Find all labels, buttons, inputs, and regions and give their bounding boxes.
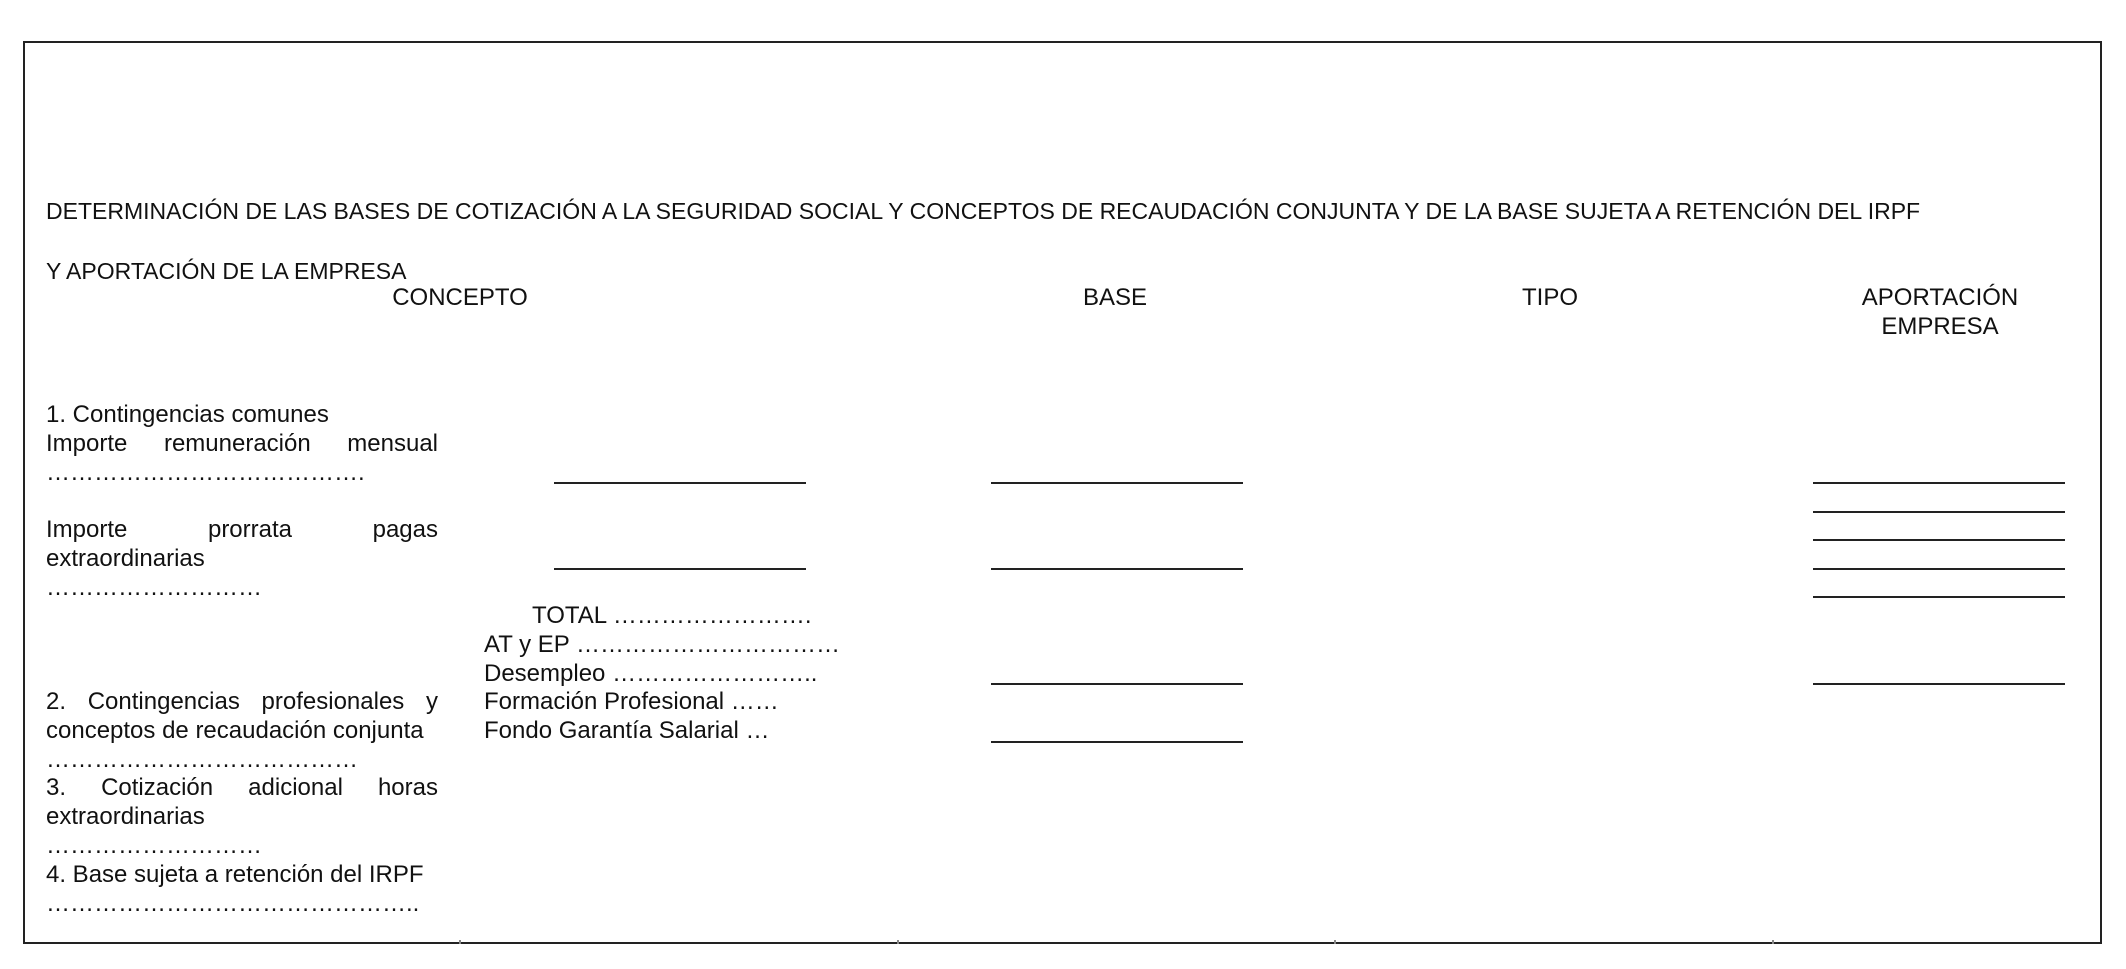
word: mensual — [347, 430, 438, 457]
section-1-prorrata-line-2: extraordinarias — [46, 545, 205, 572]
blank-line-aportacion-1[interactable] — [1813, 482, 2065, 484]
blank-line-aportacion-3[interactable] — [1813, 539, 2065, 541]
blank-line-base-2[interactable] — [991, 568, 1243, 570]
word: profesionales — [261, 688, 405, 715]
word: Contingencias — [87, 688, 240, 715]
word: Importe — [46, 516, 128, 543]
word: y — [426, 688, 438, 715]
word: Importe — [46, 430, 128, 457]
word: pagas — [372, 516, 438, 543]
header-aportacion-line-1: APORTACIÓN — [1861, 284, 2019, 311]
column-tick — [1772, 940, 1774, 944]
word: horas — [377, 774, 438, 801]
blank-line-base-1[interactable] — [991, 482, 1243, 484]
section-2-dots: ………………………………… — [46, 746, 358, 773]
total-label: TOTAL ……………………. — [532, 602, 812, 629]
section-2-line-2: conceptos de recaudación conjunta — [46, 717, 424, 744]
form-title-line-1: DETERMINACIÓN DE LAS BASES DE COTIZACIÓN A LA SEGURIDAD SOCIAL Y CONCEPTOS DE RECAUDACIÓN CONJUNTA Y DE LA BASE SUJETA A RETENCIÓN DEL IRPF — [46, 198, 1921, 224]
column-tick — [897, 940, 899, 944]
blank-line-base-3[interactable] — [991, 683, 1243, 685]
word: Cotización — [101, 774, 214, 801]
section-1-prorrata-line — [46, 515, 438, 544]
section-3-line-1 — [46, 773, 438, 802]
blank-line-concepto-1[interactable] — [554, 482, 806, 484]
section-1-remuneracion-line — [46, 429, 438, 458]
form-title-line-2: Y APORTACIÓN DE LA EMPRESA — [46, 258, 407, 284]
section-4-dots: ……………………………………….. — [46, 890, 420, 917]
header-tipo: TIPO — [1521, 284, 1578, 311]
section-2-line-1 — [46, 687, 438, 716]
blank-line-aportacion-6[interactable] — [1813, 683, 2065, 685]
formacion-profesional-label: Formación Profesional …… — [484, 688, 779, 715]
section-1-title: 1. Contingencias comunes — [46, 401, 329, 428]
header-concepto: CONCEPTO — [392, 284, 528, 311]
section-4-line-1: 4. Base sujeta a retención del IRPF — [46, 861, 424, 888]
word: 2. — [46, 688, 67, 715]
word: remuneración — [163, 430, 311, 457]
fondo-garantia-salarial-label: Fondo Garantía Salarial … — [484, 717, 770, 744]
word: adicional — [248, 774, 343, 801]
header-aportacion-empresa — [1800, 283, 2080, 341]
column-tick — [1334, 940, 1336, 944]
column-tick — [459, 940, 461, 944]
header-base: BASE — [1082, 284, 1148, 311]
blank-line-concepto-2[interactable] — [554, 568, 806, 570]
word: 3. — [46, 774, 67, 801]
blank-line-aportacion-5[interactable] — [1813, 596, 2065, 598]
blank-line-aportacion-4[interactable] — [1813, 568, 2065, 570]
at-ep-label: AT y EP …………………………… — [484, 631, 841, 658]
desempleo-label: Desempleo …………………….. — [484, 660, 818, 687]
section-1-remuneracion-dots: …………………………………. — [46, 459, 365, 486]
header-aportacion-line-2: EMPRESA — [1881, 313, 1999, 340]
blank-line-base-4[interactable] — [991, 741, 1243, 743]
section-3-dots: ……………………… — [46, 832, 262, 859]
section-1-prorrata-dots: ……………………… — [46, 574, 262, 601]
section-3-line-2: extraordinarias — [46, 803, 205, 830]
word: prorrata — [207, 516, 293, 543]
blank-line-aportacion-2[interactable] — [1813, 511, 2065, 513]
